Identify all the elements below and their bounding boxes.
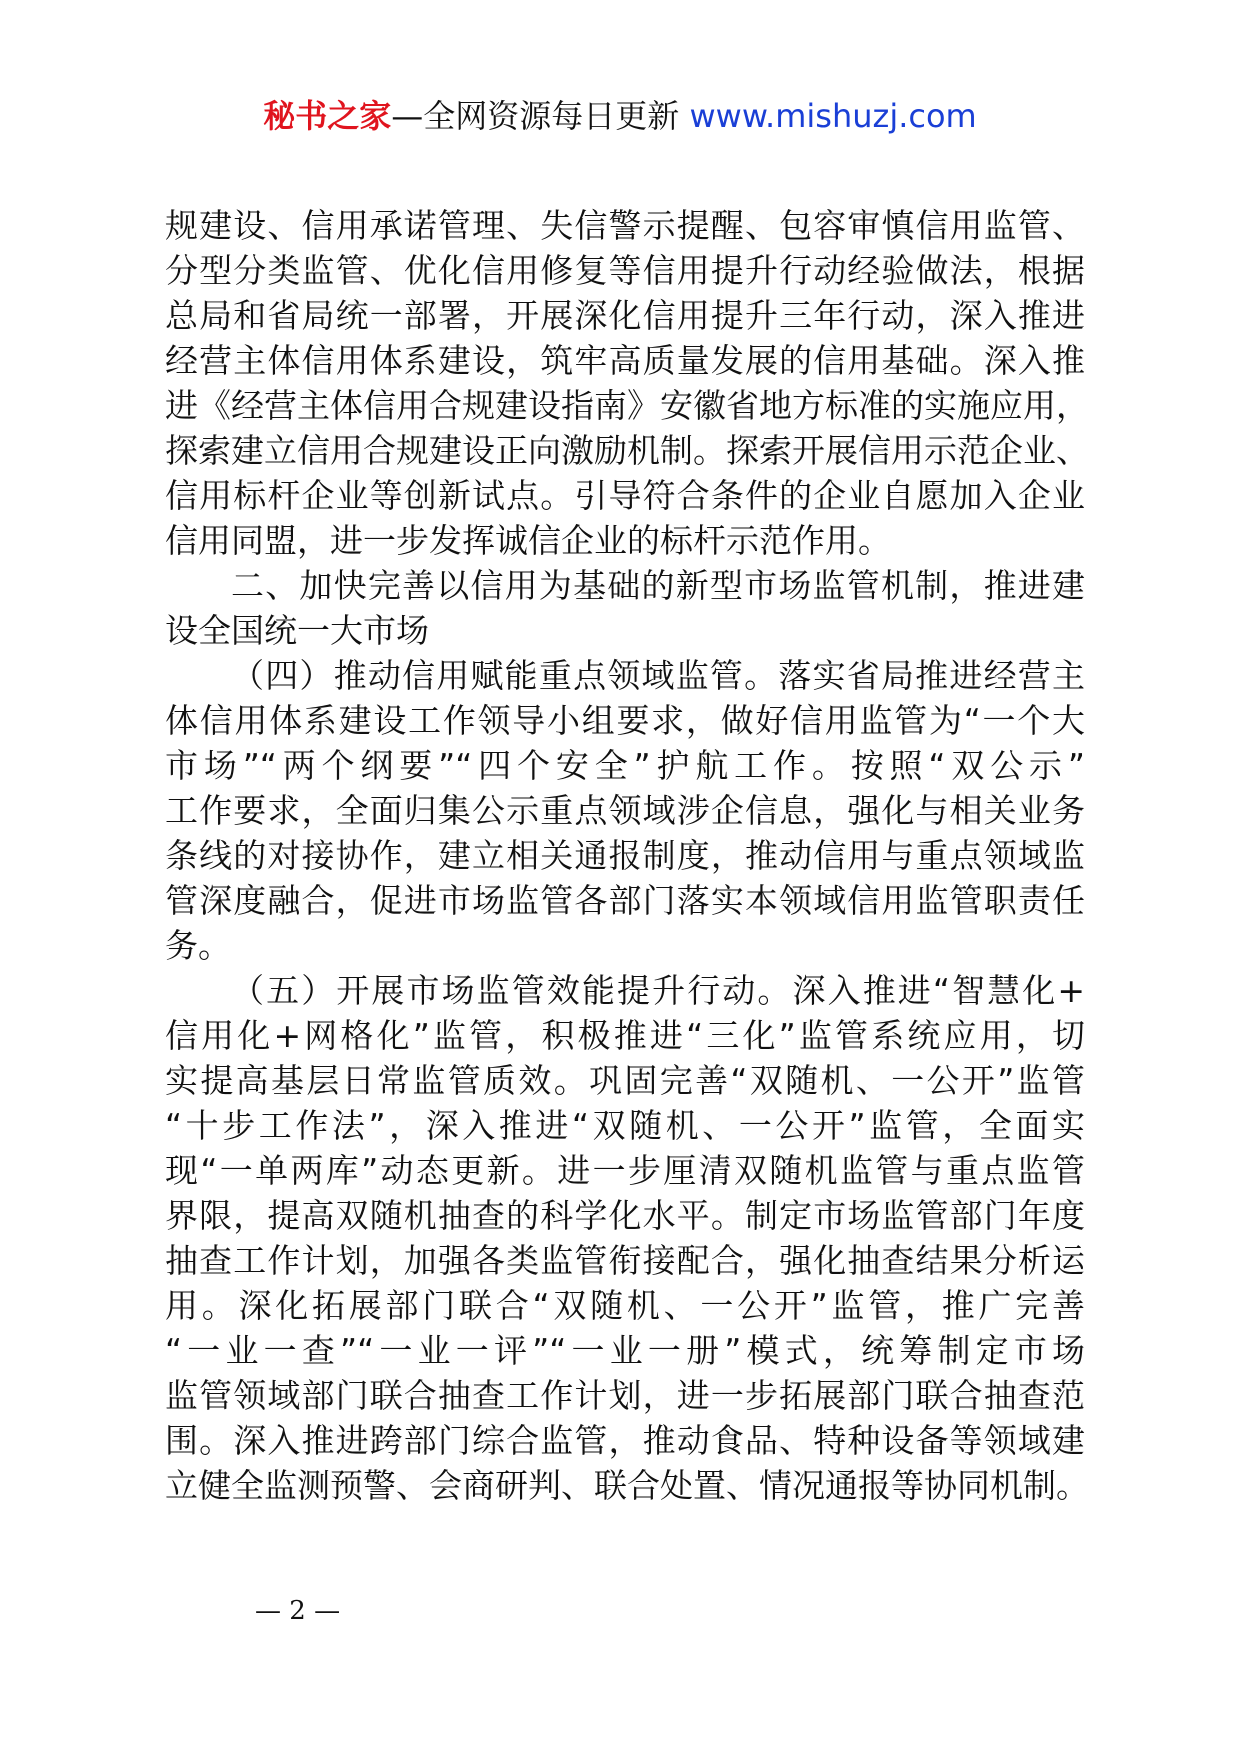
- text-line: [165, 1283, 1085, 1328]
- text-line: [165, 1418, 1085, 1463]
- text-line-content: 设全国统一大市场: [165, 611, 429, 650]
- text-line: [165, 878, 1085, 923]
- brand-name: 秘书之家: [263, 97, 392, 135]
- text-line-content: 立健全监测预警、会商研判、联合处置、情况通报等协同机制。: [165, 1466, 1089, 1505]
- text-line: [165, 473, 1085, 518]
- text-line-content: 规建设、信用承诺管理、失信警示提醒、包容审慎信用监管、: [165, 206, 1085, 245]
- text-line: [165, 428, 1089, 473]
- text-line: [165, 1013, 1085, 1058]
- text-line-content: 管深度融合，促进市场监管各部门落实本领域信用监管职责任: [165, 881, 1085, 920]
- text-line-content: 总局和省局统一部署，开展深化信用提升三年行动，深入推进: [165, 296, 1085, 335]
- text-line-content: （四）推动信用赋能重点领域监管。落实省局推进经营主: [231, 656, 1085, 695]
- text-line: [165, 338, 1085, 383]
- text-line: [165, 1058, 1085, 1103]
- text-line-content: 市场”“两个纲要”“四个安全”护航工作。按照“双公示”: [165, 746, 1085, 785]
- text-line: [165, 653, 1085, 698]
- text-line-content: 监管领域部门联合抽查工作计划，进一步拓展部门联合抽查范: [165, 1376, 1085, 1415]
- text-line-content: 经营主体信用体系建设，筑牢高质量发展的信用基础。深入推: [165, 341, 1085, 380]
- text-line: [165, 608, 1085, 653]
- text-line: [165, 743, 1085, 788]
- text-line-content: 信用化+网格化”监管，积极推进“三化”监管系统应用，切: [165, 1016, 1085, 1055]
- text-line-content: （五）开展市场监管效能提升行动。深入推进“智慧化+: [231, 971, 1085, 1010]
- text-line: [165, 968, 1085, 1013]
- text-line-content: 界限，提高双随机抽查的科学化水平。制定市场监管部门年度: [165, 1196, 1085, 1235]
- document-body: [165, 203, 1089, 1508]
- text-line-content: 实提高基层日常监管质效。巩固完善“双随机、一公开”监管: [165, 1061, 1085, 1100]
- site-header: [0, 96, 1240, 136]
- text-line-content: 现“一单两库”动态更新。进一步厘清双随机监管与重点监管: [165, 1151, 1085, 1190]
- text-line-content: 务。: [165, 926, 231, 965]
- text-line: [165, 293, 1085, 338]
- text-line: [165, 1328, 1085, 1373]
- text-line-content: 条线的对接协作，建立相关通报制度，推动信用与重点领域监: [165, 836, 1085, 875]
- text-line-content: 围。深入推进跨部门综合监管，推动食品、特种设备等领域建: [165, 1421, 1085, 1460]
- text-line: [165, 1463, 1089, 1508]
- text-line: [165, 698, 1085, 743]
- text-line: [165, 788, 1085, 833]
- text-line: [165, 1238, 1085, 1283]
- text-line: [165, 833, 1085, 878]
- text-line: [165, 248, 1085, 293]
- text-line: [165, 1103, 1085, 1148]
- text-line: [165, 563, 1085, 608]
- site-url-link[interactable]: www.mishuzj.com: [689, 97, 977, 135]
- text-line-content: 体信用体系建设工作领导小组要求，做好信用监管为“一个大: [165, 701, 1085, 740]
- text-line-content: 用。深化拓展部门联合“双随机、一公开”监管，推广完善: [165, 1286, 1085, 1325]
- text-line-content: 二、加快完善以信用为基础的新型市场监管机制，推进建: [231, 566, 1085, 605]
- page-number: — 2 —: [255, 1596, 341, 1626]
- text-line-content: “一业一查”“一业一评”“一业一册”模式，统筹制定市场: [165, 1331, 1085, 1370]
- text-line-content: 分型分类监管、优化信用修复等信用提升行动经验做法，根据: [165, 251, 1085, 290]
- text-line-content: “十步工作法”，深入推进“双随机、一公开”监管，全面实: [165, 1106, 1085, 1145]
- text-line: [165, 1193, 1085, 1238]
- text-line: [165, 203, 1085, 248]
- site-tagline: —全网资源每日更新: [391, 97, 680, 135]
- text-line-content: 抽查工作计划，加强各类监管衔接配合，强化抽查结果分析运: [165, 1241, 1085, 1280]
- text-line: [165, 518, 1085, 563]
- text-line-content: 工作要求，全面归集公示重点领域涉企信息，强化与相关业务: [165, 791, 1085, 830]
- text-line: [165, 923, 1085, 968]
- text-line: [165, 1373, 1085, 1418]
- text-line-content: 探索建立信用合规建设正向激励机制。探索开展信用示范企业、: [165, 431, 1089, 470]
- text-line: [165, 383, 1089, 428]
- text-line-content: 信用标杆企业等创新试点。引导符合条件的企业自愿加入企业: [165, 476, 1085, 515]
- text-line: [165, 1148, 1085, 1193]
- text-line-content: 进《经营主体信用合规建设指南》安徽省地方标准的实施应用，: [165, 386, 1089, 425]
- text-line-content: 信用同盟，进一步发挥诚信企业的标杆示范作用。: [165, 521, 891, 560]
